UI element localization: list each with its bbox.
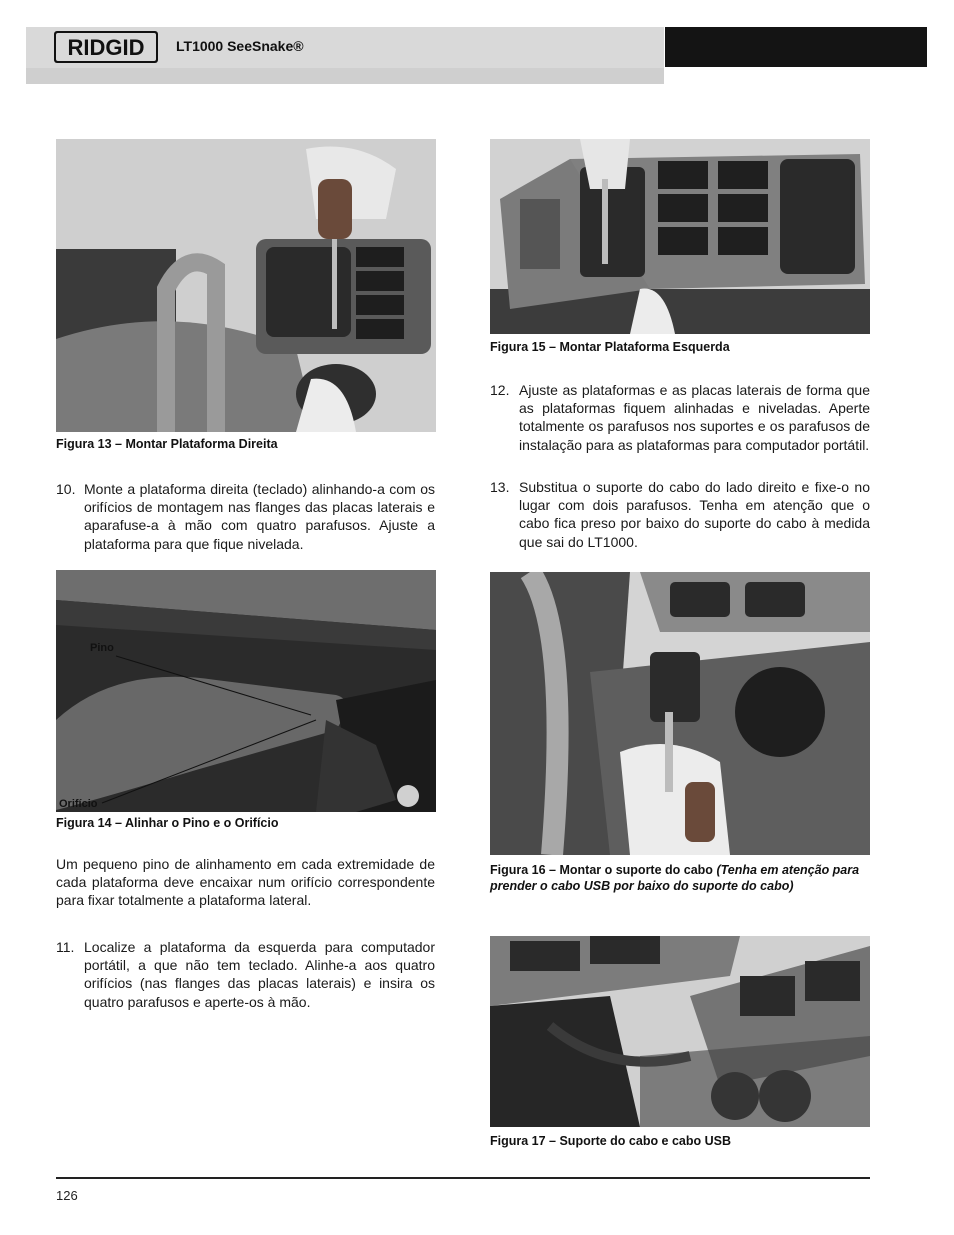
ridgid-logo xyxy=(54,31,158,63)
figure-17-photo xyxy=(490,936,870,1127)
figure-14-callout-lines xyxy=(56,570,436,812)
step-text: Ajuste as plataformas e as placas laterais de forma que as plataformas fiquem alinhadas e niveladas. Aperte totalmente os parafusos nos suportes e os parafusos de instalação para as plataformas para computador portátil. xyxy=(519,382,870,453)
step-number: 11. xyxy=(56,939,75,955)
footer-rule xyxy=(56,1177,870,1179)
figure-15-caption: Figura 15 – Montar Plataforma Esquerda xyxy=(490,340,730,354)
step-number: 12. xyxy=(490,382,510,398)
step-10 xyxy=(56,480,435,553)
callout-pino: Pino xyxy=(90,642,114,654)
header-dark-block xyxy=(665,27,927,67)
body-paragraph: Um pequeno pino de alinhamento em cada extremidade de cada plataforma deve encaixar num orifício correspondente para fixar totalmente a plataforma lateral. xyxy=(56,856,435,909)
document-title: LT1000 SeeSnake® xyxy=(176,38,304,54)
step-text: Substitua o suporte do cabo do lado direito e fixe-o no lugar com dois parafusos. Tenha em atenção que o cabo fica preso por baixo do suporte do cabo à medida que sai do LT1000. xyxy=(519,479,870,550)
header-strip xyxy=(26,68,664,84)
figure-17-caption: Figura 17 – Suporte do cabo e cabo USB xyxy=(490,1134,732,1148)
brand-wordmark: RIDGID xyxy=(67,35,145,60)
figure-16-caption-title: Figura 16 – Montar o suporte do cabo xyxy=(490,863,713,877)
step-12 xyxy=(490,381,870,454)
page-number: 126 xyxy=(56,1188,78,1203)
step-number: 13. xyxy=(490,479,510,495)
callout-orificio: Orifício xyxy=(59,798,98,810)
step-13 xyxy=(490,478,870,551)
figure-13-photo xyxy=(56,139,436,432)
figure-15-photo xyxy=(490,139,870,334)
step-text: Monte a plataforma direita (teclado) alinhando-a com os orifícios de montagem nas flanges das placas laterais e aparafuse-a à mão com quatro parafusos. Ajuste a plataforma para que fique nivelada. xyxy=(84,481,435,552)
figure-14-caption: Figura 14 – Alinhar o Pino e o Orifício xyxy=(56,816,279,830)
step-text: Localize a plataforma da esquerda para computador portátil, a que não tem teclado. Alinhe-a aos quatro orifícios (nas flanges das placas laterais) e insira os quatro parafusos e aperte-os à mão. xyxy=(84,939,435,1010)
step-number: 10. xyxy=(56,481,76,497)
figure-13-caption: Figura 13 – Montar Plataforma Direita xyxy=(56,437,278,451)
figure-16-caption-note: (Tenha em atenção para prender o cabo USB por baixo do suporte do cabo) xyxy=(490,863,860,893)
figure-16-caption xyxy=(490,862,870,894)
step-11 xyxy=(56,938,435,1011)
figure-16-photo xyxy=(490,572,870,855)
